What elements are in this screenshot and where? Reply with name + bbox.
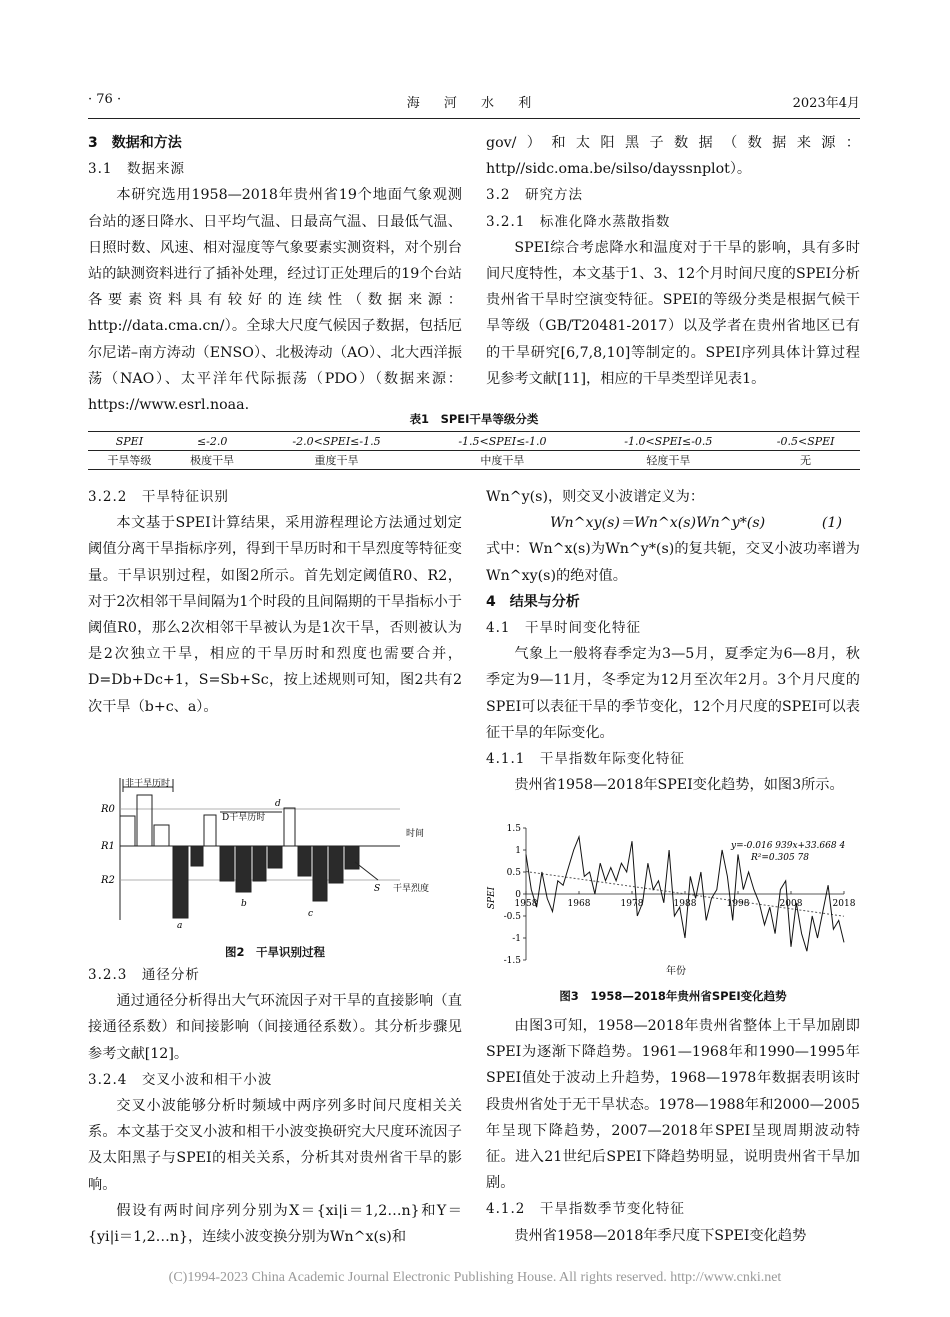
section-3-2-3-heading: 3.2.3 通径分析 — [88, 967, 200, 983]
label-r2: R2 — [101, 875, 115, 886]
drought-identification-figure — [95, 770, 455, 930]
table1-caption: 表1 SPEI干旱等级分类 — [409, 412, 539, 426]
table-cell: 轻度干旱 — [585, 451, 751, 470]
left-column-bottom — [88, 962, 462, 1250]
journal-name: 海 河 水 利 — [406, 96, 542, 111]
y-tick-label: 1 — [515, 846, 521, 856]
table-cell: 重度干旱 — [254, 451, 420, 470]
section-4-1-heading: 4.1 干旱时间变化特征 — [486, 620, 641, 637]
table-cell: SPEI — [88, 432, 171, 451]
y-tick-label: -1.5 — [503, 956, 521, 966]
page-number: · 76 · — [88, 92, 122, 107]
label-d-duration: D干旱历时 — [222, 813, 266, 823]
table-cell: -1.5<SPEI≤-1.0 — [419, 432, 585, 451]
section-3-1-heading: 3.1 数据来源 — [88, 161, 185, 178]
spei-trend-chart — [486, 818, 860, 978]
paragraph-cross-spectrum: Wn^y(s)，则交叉小波谱定义为： — [486, 489, 705, 505]
label-r1: R1 — [101, 841, 115, 852]
bar-positive — [137, 795, 152, 846]
label-non-drought: 非干旱历时 — [125, 779, 171, 789]
bar-drought — [220, 846, 234, 881]
x-tick-label: 1968 — [567, 899, 591, 909]
x-tick-label: 1998 — [726, 899, 750, 909]
label-r0: R0 — [101, 804, 115, 815]
paragraph-seasons: 气象上一般将春季定为3—5月，夏季定为6—8月，秋季定为9—11月，冬季定为12月至次年2月。3个月尺度的SPEI可以表征干旱的季节变化，12个月尺度的SPEI可以表征干旱的年际变化。 — [486, 646, 860, 741]
paragraph-equation-note: 式中：Wn^x(s)为Wn^y*(s)的复共轭，交叉小波功率谱为Wn^xy(s)的绝对值。 — [486, 541, 860, 584]
section-3-2-2-heading: 3.2.2 干旱特征识别 — [88, 489, 229, 505]
bar-drought — [298, 846, 311, 876]
section-3-2-1-heading: 3.2.1 标准化降水蒸散指数 — [486, 213, 671, 230]
paragraph-fig3-intro: 贵州省1958—2018年SPEI变化趋势，如图3所示。 — [514, 777, 844, 794]
bar-positive — [120, 816, 135, 846]
equation-1: Wn^xy(s)＝Wn^x(s)Wn^y*(s) (1) — [549, 515, 842, 532]
right-column-top — [486, 130, 860, 392]
paragraph-data-source-cont: gov/）和太阳黑子数据（数据来源：http//sidc.oma.be/silso/dayssnplot）。 — [486, 135, 860, 178]
x-tick-label: 1978 — [620, 899, 644, 909]
copyright-footer: (C)1994-2023 China Academic Journal Electronic Publishing House. All rights reserved. http://www.cnki.net — [168, 1270, 782, 1285]
table-cell: ≤-2.0 — [171, 432, 254, 451]
label-s: S — [374, 884, 381, 894]
label-a: a — [177, 921, 183, 930]
y-tick-label: -1 — [512, 934, 521, 944]
section-4-heading: 4 结果与分析 — [486, 593, 580, 610]
x-tick-label: 1958 — [514, 899, 538, 909]
y-tick-label: -0.5 — [503, 912, 521, 922]
y-axis-label: SPEI — [487, 886, 497, 910]
bar-drought — [345, 846, 359, 869]
bar-drought — [329, 846, 343, 883]
regression-r2: R²=0.305 78 — [751, 853, 810, 863]
figure3-caption: 图3 1958—2018年贵州省SPEI变化趋势 — [559, 989, 787, 1003]
bar-positive — [204, 815, 216, 846]
left-column-middle — [88, 484, 462, 720]
table-cell: -2.0<SPEI≤-1.5 — [254, 432, 420, 451]
y-tick-label: 0 — [515, 890, 521, 900]
table-header-row — [88, 432, 860, 451]
figure2-caption: 图2 干旱识别过程 — [224, 945, 325, 959]
bar-drought — [268, 846, 282, 868]
paragraph-time-series: 假设有两时间序列分别为X＝{xi|i＝1,2…n}和Y＝{yi|i＝1,2…n}，连续小波变换分别为Wn^x(s)和 — [88, 1202, 462, 1246]
bar-d — [284, 808, 295, 846]
paragraph-cross-wavelet: 交叉小波能够分析时频域中两序列多时间尺度相关关系。本文基于交叉小波和相干小波变换研究大尺度环流因子及太阳黑子与SPEI的相关关系，分析其对贵州省干旱的影响。 — [88, 1098, 462, 1193]
table-row — [88, 451, 860, 470]
section-3-heading: 3 数据和方法 — [88, 135, 182, 151]
section-3-2-4-heading: 3.2.4 交叉小波和相干小波 — [88, 1071, 273, 1088]
table-cell: -1.0<SPEI≤-0.5 — [585, 432, 751, 451]
paragraph-trend-analysis: 由图3可知，1958—2018年贵州省整体上干旱加剧即SPEI为逐渐下降趋势。1961—1968年和1990—1995年SPEI值处于波动上升趋势，1968—1978年数据表明该时段贵州省处于无干旱状态。1978—1988年和2000—2005年呈现下降趋势，2007—2018年SPEI呈现周期波动特征。进入21世纪后SPEI下降趋势明显，说明贵州省干旱加剧。 — [486, 1018, 860, 1192]
paragraph-data-source: 本研究选用1958—2018年贵州省19个地面气象观测台站的逐日降水、日平均气温、日最高气温、日最低气温、日照时数、风速、相对湿度等气象要素实测资料，对个别台站的缺测资料进行了插补处理，经过订正处理后的19个台站各要素资料具有较好的连续性（数据来源：http://data.cma.cn/）。全球大尺度气候因子数据，包括厄尔尼诺–南方涛动（ENSO）、北极涛动（AO）、北大西洋振荡（NAO）、太平洋年代际振荡（PDO）（数据来源：https://www.esrl.noaa. — [88, 187, 462, 414]
bar-drought-b — [236, 846, 251, 892]
table-cell: -0.5<SPEI — [751, 432, 860, 451]
table-cell: 无 — [751, 451, 860, 470]
spei-grade-table — [88, 431, 860, 470]
paragraph-path-analysis: 通过通径分析得出大气环流因子对干旱的直接影响（直接通径系数）和间接影响（间接通径系数）。其分析步骤见参考文献[12]。 — [88, 993, 462, 1062]
x-tick-label: 1988 — [673, 899, 697, 909]
x-tick-label: 2008 — [779, 899, 803, 909]
bar-drought-a — [173, 846, 188, 918]
bar-positive — [154, 825, 169, 846]
issue-date: 2023年4月 — [792, 96, 860, 111]
x-tick-label: 2018 — [832, 899, 856, 909]
label-severity: 干旱烈度 — [393, 884, 430, 894]
section-4-1-1-heading: 4.1.1 干旱指数年际变化特征 — [486, 751, 685, 768]
x-axis-label: 年份 — [666, 966, 686, 977]
paragraph-spei: SPEI综合考虑降水和温度对于干旱的影响，具有多时间尺度特性，本文基于1、3、12个月时间尺度的SPEI分析贵州省干旱时空演变特征。SPEI的等级分类是根据气候干旱等级（GB/T20481-2017）以及学者在贵州省地区已有的干旱研究[6,7,8,10]等制定的。SPEI序列具体计算过程见参考文献[11]，相应的干旱类型详见表1。 — [486, 239, 860, 387]
section-4-1-2-heading: 4.1.2 干旱指数季节变化特征 — [486, 1201, 685, 1218]
regression-equation: y=-0.016 939x+33.668 4 — [731, 841, 846, 851]
table-cell: 中度干旱 — [419, 451, 585, 470]
label-c: c — [308, 909, 314, 919]
label-b: b — [241, 899, 247, 909]
paragraph-drought-identification: 本文基于SPEI计算结果，采用游程理论方法通过划定阈值分离干旱指标序列，得到干旱历时和干旱烈度等特征变量。干旱识别过程，如图2所示。首先划定阈值R0、R2，对于2次相邻干旱间隔为1个时段的且间隔期的干旱指标小于阈值R0，那么2次相邻干旱被认为是1次干旱，否则被认为是2次独立干旱，相应的干旱历时和烈度也需要合并，D=Db+Dc+1，S=Sb+Sc，按上述规则可知，图2共有2次干旱（b+c、a）。 — [88, 515, 462, 715]
label-time: 时间 — [406, 829, 425, 839]
right-column-middle — [486, 484, 860, 798]
left-column-top — [88, 130, 462, 418]
table-cell: 干旱等级 — [88, 451, 171, 470]
y-tick-label: 1.5 — [506, 824, 521, 834]
table-cell: 极度干旱 — [171, 451, 254, 470]
bar-drought-c — [313, 846, 327, 901]
s-pointer — [355, 862, 378, 880]
label-d: d — [275, 799, 281, 809]
bar-drought — [253, 846, 266, 881]
right-column-bottom — [486, 1013, 860, 1249]
header-rule — [88, 118, 860, 119]
section-3-2-heading: 3.2 研究方法 — [486, 187, 583, 204]
y-tick-label: 0.5 — [506, 868, 521, 878]
running-header — [88, 92, 860, 114]
paragraph-seasonal: 贵州省1958—2018年季尺度下SPEI变化趋势 — [514, 1227, 807, 1244]
bar-drought — [191, 846, 203, 866]
